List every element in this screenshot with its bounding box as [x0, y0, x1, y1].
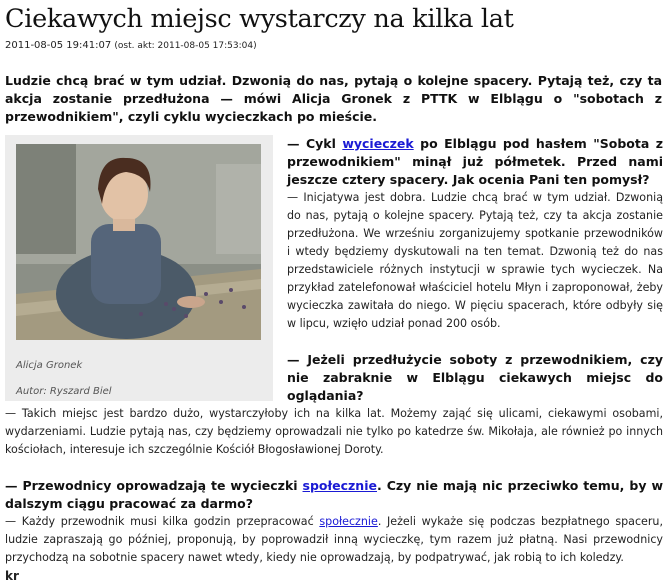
question-1: — Cykl wycieczek po Elblągu pod hasłem "Sobota z przewodnikiem" minął już półmetek. Przed nami jeszcze cztery spacery. Jak ocenia Pani ten pomysł? [287, 136, 663, 187]
author-signature: kr [5, 569, 19, 583]
photo-box [5, 135, 273, 401]
article-photo[interactable] [16, 144, 261, 340]
link-spolecznie-1[interactable]: społecznie [302, 478, 377, 493]
photo-author: Autor: Ryszard Biel [16, 386, 112, 397]
photo-caption: Alicja Gronek [16, 360, 83, 371]
answer-3: — Każdy przewodnik musi kilka godzin przepracować społecznie. Jeżeli wykaże się podczas bezpłatnego spaceru, ludzie zapraszają go później, proponują, by poprowadził inną wycieczkę, tym razem już płatną. Nasi przewodnicy przychodzą na sobotnie spacery nawet wtedy, kiedy nie oprowadzają, by podpatrywać, jak robią to ich koledzy. [5, 515, 663, 564]
updated-date: (ost. akt: 2011-08-05 17:53:04) [114, 41, 257, 51]
article-lead: Ludzie chcą brać w tym udział. Dzwonią do nas, pytają o kolejne spacery. Pytają też, czy ta akcja zostanie przedłużona — mówi Alicja Gronek z PTTK w Elblągu o "sobotach z przewodnikiem", czyli cyklu wycieczkach po mieście. [5, 73, 662, 124]
answer-1: — Inicjatywa jest dobra. Ludzie chcą brać w tym udział. Dzwonią do nas, pytają o kolejne spacery. Pytają też, czy ta akcja zostanie przedłużona. We wrześniu zorganizujemy spotkanie przewodników i wtedy będziemy dyskutowali na ten temat. Dzwonią też do nas przedstawiciele różnych instytucji w sprawie tych wycieczek. Na przykład zatelefonował właściciel hotelu Młyn i zaproponował, żeby wycieczka zawitała do niego. W pięciu spacerach, które odbyły się w lipcu, wzięło udział ponad 200 osób. [287, 191, 663, 330]
publish-date: 2011-08-05 19:41:07 [5, 40, 112, 51]
link-wycieczek[interactable]: wycieczek [342, 136, 414, 151]
question-2: — Jeżeli przedłużycie soboty z przewodnikiem, czy nie zabraknie w Elblągu ciekawych miejsc do oglądania? [287, 352, 663, 403]
article-meta [5, 39, 668, 53]
answer-2: — Takich miejsc jest bardzo dużo, wystarczyłoby ich na kilka lat. Możemy zająć się ulicami, ciekawymi osobami, wydarzeniami. Ludzie pytają nas, czy będziemy oprowadzali nie tylko po katedrze św. Mikołaja, ale również po innych kościołach, interesuje ich szczególnie Kościół Błogosławionej Doroty. [5, 407, 663, 456]
question-3: — Przewodnicy oprowadzają te wycieczki społecznie. Czy nie mają nic przeciwko temu, by w dalszym ciągu pracować za darmo? [5, 478, 663, 511]
article-body [5, 135, 663, 584]
article-title: Ciekawych miejsc wystarczy na kilka lat [5, 4, 514, 34]
link-spolecznie-2[interactable]: społecznie [319, 515, 378, 528]
